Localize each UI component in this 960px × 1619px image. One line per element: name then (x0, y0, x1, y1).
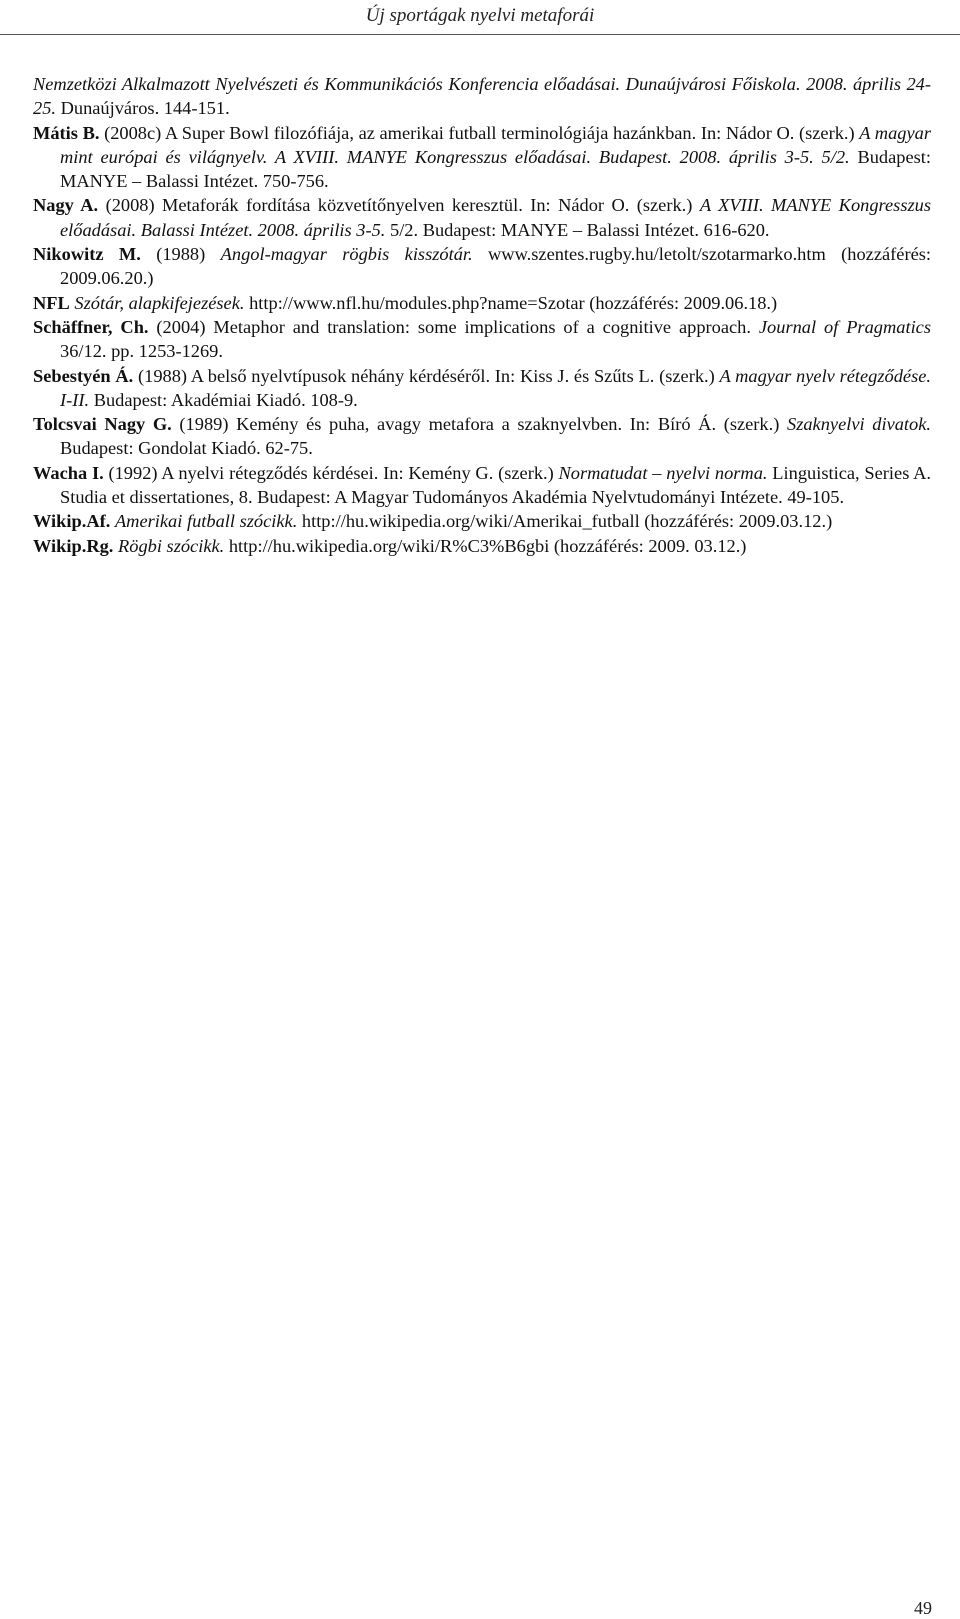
page-number: 49 (914, 1598, 932, 1618)
reference-title: Journal of Pragmatics (758, 316, 931, 337)
reference-text: (2004) Metaphor and translation: some implications of a cognitive approach. (148, 316, 759, 337)
reference-text: http://www.nfl.hu/modules.php?name=Szotar (hozzáférés: 2009.06.18.) (244, 292, 778, 313)
reference-title: Szaknyelvi divatok. (787, 414, 931, 435)
reference-entry (33, 315, 931, 364)
reference-text: Budapest: Gondolat Kiadó. 62-75. (60, 438, 313, 459)
reference-title: A XVIII. MANYE Kongresszus előadásai. Balassi Intézet. 2008. április 3-5. (60, 195, 931, 240)
reference-entry (33, 193, 931, 242)
reference-text: 5/2. Budapest: MANYE – Balassi Intézet. 616-620. (385, 219, 770, 240)
reference-title: Normatudat – nyelvi norma. (558, 462, 768, 483)
reference-title: Angol-magyar rögbis kisszótár. (220, 244, 473, 265)
reference-author: Wikip.Rg. (33, 535, 114, 556)
reference-text: http://hu.wikipedia.org/wiki/R%C3%B6gbi (hozzáférés: 2009. 03.12.) (224, 535, 747, 556)
header-divider (0, 34, 960, 35)
reference-author: Tolcsvai Nagy G. (33, 414, 172, 435)
reference-entry (33, 509, 931, 533)
reference-list (33, 72, 931, 558)
reference-entry (33, 291, 931, 315)
reference-author: NFL (33, 292, 70, 313)
reference-author: Nikowitz M. (33, 244, 141, 265)
reference-author: Wacha I. (33, 462, 104, 483)
reference-title: Rögbi szócikk. (118, 535, 225, 556)
reference-entry (33, 242, 931, 291)
reference-entry (33, 121, 931, 194)
reference-text: (1989) Kemény és puha, avagy metafora a szaknyelvben. In: Bíró Á. (szerk.) (171, 414, 787, 435)
reference-author: Sebestyén Á. (33, 365, 134, 386)
reference-author: Nagy A. (33, 195, 99, 216)
reference-text: Dunaújváros. 144-151. (56, 98, 230, 119)
reference-text: (2008) Metaforák fordítása közvetítőnyelven keresztül. In: Nádor O. (szerk.) (98, 195, 700, 216)
reference-text: Budapest: Akadémiai Kiadó. 108-9. (89, 389, 358, 410)
reference-title: Szótár, alapkifejezések. (74, 292, 245, 313)
reference-entry (33, 461, 931, 510)
reference-text: http://hu.wikipedia.org/wiki/Amerikai_futball (hozzáférés: 2009.03.12.) (297, 511, 833, 532)
reference-title: A magyar mint európai és világnyelv. A XVIII. MANYE Kongresszus előadásai. Budapest. 2008. április 3-5. 5/2. (60, 122, 931, 167)
reference-title: Nemzetközi Alkalmazott Nyelvészeti és Kommunikációs Konferencia előadásai. Dunaújvárosi Főiskola. 2008. április 24-25. (33, 74, 931, 119)
reference-entry (33, 364, 931, 413)
reference-text: (1992) A nyelvi rétegződés kérdései. In: Kemény G. (szerk.) (103, 462, 559, 483)
running-header: Új sportágak nyelvi metaforái (365, 5, 595, 26)
reference-text: (2008c) A Super Bowl filozófiája, az amerikai futball terminológiája hazánkban. In: Nádor O. (szerk.) (99, 122, 860, 143)
reference-author: Wikip.Af. (33, 511, 111, 532)
reference-entry (33, 534, 931, 558)
reference-author: Mátis B. (33, 122, 100, 143)
reference-text: 36/12. pp. 1253-1269. (60, 341, 223, 362)
reference-text: www.szentes.rugby.hu/letolt/szotarmarko.htm (hozzáférés: 2009.06.20.) (60, 244, 931, 289)
reference-text: Linguistica, Series A. Studia et dissertationes, 8. Budapest: A Magyar Tudományos Akadémia Nyelvtudományi Intézete. 49-105. (60, 462, 931, 508)
reference-text: (1988) (140, 244, 221, 265)
reference-text: Budapest: MANYE – Balassi Intézet. 750-756. (60, 146, 931, 192)
reference-entry (33, 412, 931, 461)
reference-author: Schäffner, Ch. (33, 316, 149, 337)
reference-entry (33, 72, 931, 121)
reference-title: Amerikai futball szócikk. (114, 511, 298, 532)
reference-text: (1988) A belső nyelvtípusok néhány kérdéséről. In: Kiss J. és Szűts L. (szerk.) (133, 365, 720, 386)
reference-title: A magyar nyelv rétegződése. I-II. (60, 365, 931, 410)
